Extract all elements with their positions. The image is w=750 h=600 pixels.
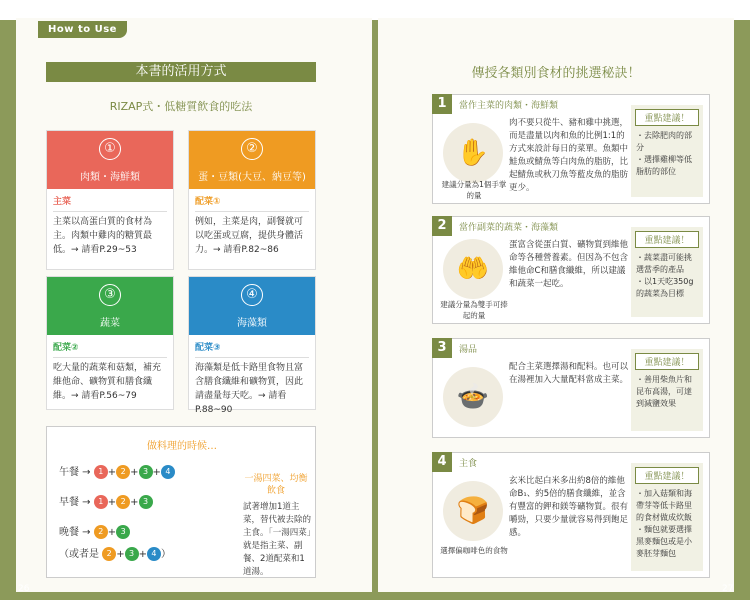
right-title: 傳授各類別食材的挑選秘訣！ — [471, 66, 641, 81]
hand-palm-icon: ✋ — [443, 123, 503, 183]
key-point-box: 重點建議！ ・善用柴魚片和昆布高湯，可達到減鹽效果 — [631, 349, 703, 431]
card-text: 海藻類是低卡路里食物且富含膳食纖維和礦物質，因此請盡量每天吃。→ 請看P.88~90 — [195, 363, 304, 415]
header-strip — [0, 0, 750, 20]
block-title: 當作主菜的肉類・海鮮類 — [459, 101, 559, 111]
block-text: 配合主菜選擇湯和配料。也可以在湯裡加入大量配料當成主菜。 — [509, 362, 629, 385]
card-text: 主菜以高蛋白質的食材為主。肉類中雞肉的糖質最低。→ 請看P.29~53 — [53, 217, 153, 255]
tip-block-3 — [432, 338, 710, 438]
category-card-meat — [46, 130, 174, 270]
cooking-title: 做料理的時候… — [147, 441, 217, 452]
category-card-seaweed — [188, 276, 316, 415]
block-text: 玄米比起白米多出約8倍的維他命B₁、約5倍的膳食纖維，並含有豐富的鉀和鎂等礦物質。很有嚼勁，只要少量就容易得到飽足感。 — [509, 476, 629, 538]
tip-block-1 — [432, 94, 710, 204]
mini-title: 一湯四菜、均衡飲食 — [244, 474, 308, 496]
card-tag: 配菜③ — [195, 341, 309, 358]
card-name: 海藻類 — [237, 318, 267, 329]
block-number: 2 — [432, 216, 452, 236]
two-hands-icon: 🤲 — [443, 239, 503, 299]
page-title: 本書的活用方式 — [46, 62, 316, 82]
meal-alternative: （或者是 2 + 3 + 4 ） — [59, 549, 171, 560]
block-text: 肉不要只從牛、豬和雞中挑選，而是盡量以肉和魚的比例1:1的方式來設計每日的菜單。魚類中鮭魚或鯖魚等白肉魚的脂肪，比起鯖魚或秋刀魚等藍皮魚的脂肪更少。 — [509, 118, 629, 193]
category-card-vegetables — [46, 276, 174, 410]
cooking-box — [46, 426, 316, 578]
block-number: 4 — [432, 452, 452, 472]
tip-block-2 — [432, 216, 710, 324]
card-number: ③ — [99, 284, 121, 306]
card-name: 蔬菜 — [100, 318, 120, 329]
block-title: 湯品 — [459, 345, 478, 355]
block-caption: 建議分量為1個手掌的量 — [441, 180, 507, 200]
card-name: 肉類・海鮮類 — [80, 172, 140, 183]
block-title: 當作副菜的蔬菜・海藻類 — [459, 223, 559, 233]
category-card-egg-beans — [188, 130, 316, 270]
card-text: 例如，主菜是肉，副餐就可以吃蛋或豆腐，提供身體活力。→ 請看P.82~86 — [195, 217, 304, 255]
soup-bowl-icon: 🍲 — [443, 367, 503, 427]
tip-block-4 — [432, 452, 710, 578]
meal-dinner: 晚餐 → 2 + 3 — [59, 523, 130, 539]
mini-text: 試著增加1道主菜，替代被去除的主食。「一湯四菜」就是指主菜、副餐、2道配菜和1道湯。 — [243, 502, 312, 577]
block-caption: 建議分量為雙手可捧起的量 — [440, 300, 508, 320]
card-number: ④ — [241, 284, 263, 306]
card-tag: 配菜② — [53, 341, 167, 358]
page-number-left: 26 — [18, 584, 30, 594]
block-number: 1 — [432, 94, 452, 114]
page-number-right: 27 — [722, 584, 734, 594]
how-to-use-tab: How to Use — [38, 21, 127, 38]
bread-icon: 🍞 — [443, 481, 503, 541]
card-name: 蛋・豆類(大豆、納豆等) — [198, 172, 306, 183]
block-title: 主食 — [459, 459, 478, 469]
block-number: 3 — [432, 338, 452, 358]
block-text: 蛋富含從蛋白質、礦物質到維他命等各種營養素。但因為不包含維他命C和膳食纖維，所以建議和蔬菜一起吃。 — [509, 240, 629, 289]
card-tag: 主菜 — [53, 195, 167, 212]
card-tag: 配菜① — [195, 195, 309, 212]
meal-breakfast: 早餐 → 1 + 2 + 3 — [59, 493, 153, 509]
card-number: ① — [99, 138, 121, 160]
card-number: ② — [241, 138, 263, 160]
meal-lunch: 午餐 → 1 + 2 + 3 + 4 — [59, 463, 175, 479]
key-point-box: 重點建議！ ・蔬菜盡可能挑選當季的產品 ・以1天吃350g的蔬菜為目標 — [631, 227, 703, 317]
key-point-box: 重點建議！ ・去除肥肉的部分 ・選擇雞柳等低脂肪的部位 — [631, 105, 703, 197]
card-text: 吃大量的蔬菜和菇類，補充維他命、礦物質和膳食纖維。→ 請看P.56~79 — [53, 363, 162, 401]
page-subtitle: RIZAP式・低糖質飲食的吃法 — [109, 100, 253, 113]
key-point-box: 重點建議！ ・加入菇類和海帶芽等低卡路里的食材做成炊飯 ・麵包就要選擇黑麥麵包或是小麥胚芽麵包 — [631, 463, 703, 571]
block-caption: 選擇偏咖啡色的食物 — [440, 546, 508, 555]
